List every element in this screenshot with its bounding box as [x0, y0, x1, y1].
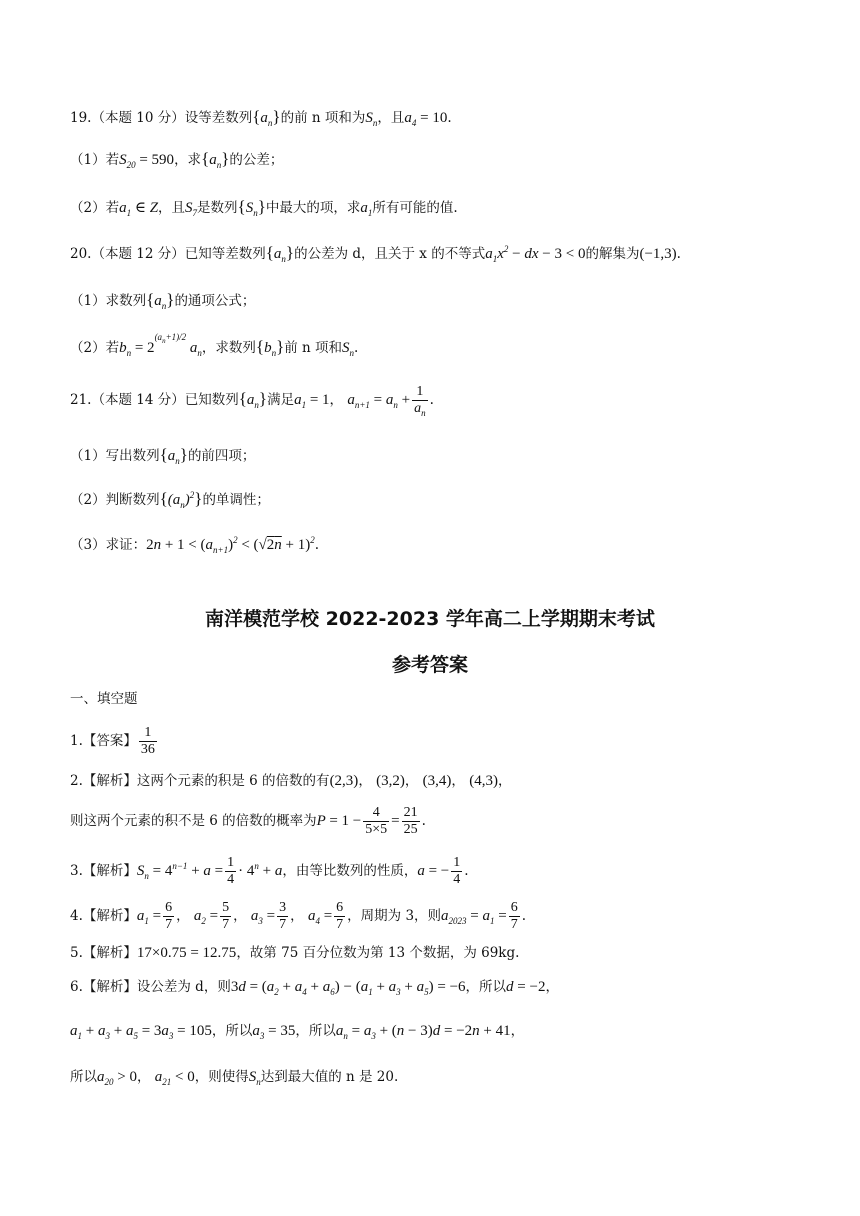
answer-6-line-1: 6.【解析】设公差为 d，则$3d = (a_2 + a_4 + a_6) - (a_1 + a_3 + a_5) = -6$，所以d = −2， — [70, 979, 559, 997]
problem-20-part-1: （1）求数列$\{a_n\}$的通项公式； — [70, 290, 256, 311]
answer-1: 1.【答案】 $\frac{1}{36}$ — [70, 725, 155, 757]
problem-19-part-2: （2）若$a_1$ ∈ Z，且$S_7$是数列$\{S_n\}$中最大的项，求$a_1$所有可能的值. — [70, 197, 458, 218]
answer-5: 5.【解析】17×0.75 = 12.75，故第 75 百分位数为第 13 个数据，为 69kg. — [70, 945, 520, 961]
problem-20-statement: 20.（本题 12 分）已知等差数列$\{a_n\}$的公差为 d，且关于 x 的不等式$a_1x^2$ − dx − 3 < 0的解集为(−1,3). — [70, 243, 681, 264]
answer-3: 3.【解析】$S_n = 4^{n-1} + a$ = $\frac{1}{4}$ · $4^n + a$，由等比数列的性质，a = − $\frac{1}{4}$ . — [70, 855, 469, 887]
answer-6-line-2: $a_1 + a_3 + a_5 = 3a_3 = 105$，所以$a_3 = 35$，所以$a_n = a_3 + (n - 3)d = -2n + 41$， — [70, 1023, 525, 1041]
problem-21-part-1: （1）写出数列$\{a_n\}$的前四项； — [70, 445, 256, 466]
answer-subtitle: 参考答案 — [391, 654, 468, 676]
problem-21-part-2: （2）判断数列$\{(a_n)^2\}$的单调性； — [70, 489, 270, 510]
answer-4: 4.【解析】$a_1$ = $\frac{6}{7}$ ， $a_2$ = $\frac{5}{7}$ ， $a_3$ = $\frac{3}{7}$ ， $a_4$ = $\frac{6}{7}$ ，周期为 3，则$a_{2023} = a_1$ = $\frac{6}{7}$ . — [70, 900, 527, 932]
answer-2-line-2: 则这两个元素的积不是 6 的倍数的概率为P = 1 − $\frac{4}{5\times 5}$ = $\frac{21}{25}$ . — [70, 805, 426, 837]
problem-21-statement: 21.（本题 14 分）已知数列$\{a_n\}$满足$a_1 = 1$， $a_{n+1} = a_n$ + $\frac{1}{a_n}$ . — [70, 384, 434, 418]
answer-2-line-1: 2.【解析】这两个元素的积是 6 的倍数的有(2,3)， (3,2)， (3,4)， (4,3)， — [70, 773, 512, 789]
answer-title: 南洋模范学校 2022-2023 学年高二上学期期末考试 — [205, 608, 655, 630]
section-heading: 一、填空题 — [70, 691, 138, 707]
problem-20-part-2: （2）若$b_n = 2^{(a_n+1)/2}$ $a_n$，求数列$\{b_n\}$前 n 项和$S_n$. — [70, 332, 359, 358]
problem-19-part-1: （1）若$S_{20} = 590$，求$\{a_n\}$的公差； — [70, 149, 284, 170]
answer-6-line-3: 所以$a_{20} > 0$， $a_{21} < 0$，则使得$S_n$达到最大值的 n 是 20. — [70, 1069, 399, 1087]
problem-19-statement: 19.（本题 10 分）设等差数列$\{a_n\}$的前 n 项和为$S_n$，且$a_4 = 10$. — [70, 107, 452, 128]
problem-21-part-3: （3）求证：$2n + 1 < (a_{n+1})^2 < (√2n + 1)^2$. — [70, 535, 320, 555]
